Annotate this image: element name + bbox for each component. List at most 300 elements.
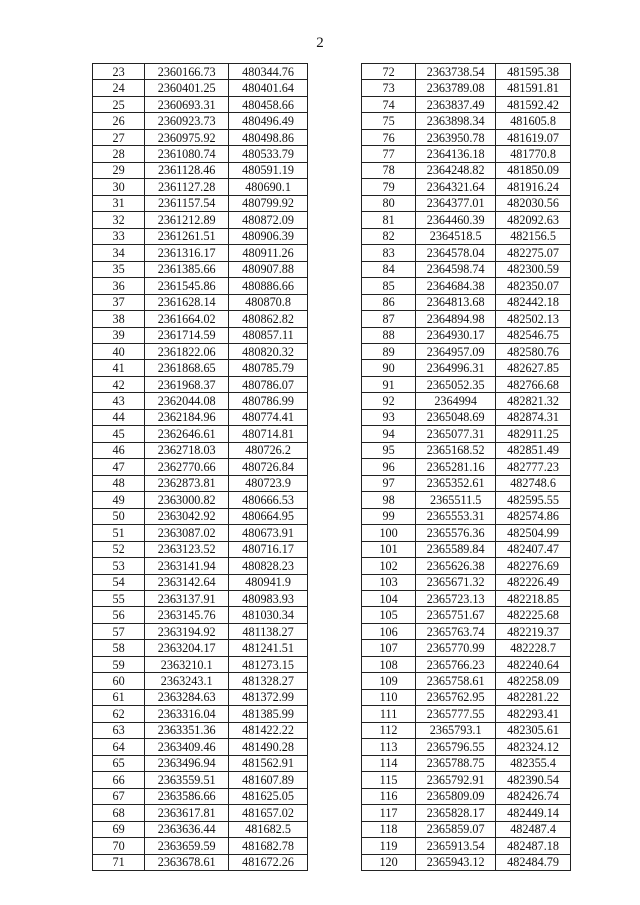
table-row	[362, 673, 571, 689]
point-number-cell: 76	[362, 129, 416, 145]
point-number-cell: 81	[362, 212, 416, 228]
x-coordinate-cell: 2361968.37	[145, 376, 229, 392]
x-coordinate-cell: 2364930.17	[416, 327, 496, 343]
y-coordinate-cell: 482350.07	[496, 278, 571, 294]
point-number-cell: 108	[362, 656, 416, 672]
x-coordinate-cell: 2365796.55	[416, 739, 496, 755]
x-coordinate-cell: 2363194.92	[145, 623, 229, 639]
x-coordinate-cell: 2362184.96	[145, 409, 229, 425]
y-coordinate-cell: 482546.75	[496, 327, 571, 343]
table-row	[362, 426, 571, 442]
x-coordinate-cell: 2365077.31	[416, 426, 496, 442]
x-coordinate-cell: 2363284.63	[145, 689, 229, 705]
table-row	[362, 525, 571, 541]
y-coordinate-cell: 482627.85	[496, 360, 571, 376]
x-coordinate-cell: 2363145.76	[145, 607, 229, 623]
point-number-cell: 116	[362, 788, 416, 804]
table-row	[93, 854, 308, 870]
y-coordinate-cell: 481607.89	[229, 772, 308, 788]
y-coordinate-cell: 482502.13	[496, 311, 571, 327]
x-coordinate-cell: 2363351.36	[145, 722, 229, 738]
table-row	[93, 673, 308, 689]
y-coordinate-cell: 480498.86	[229, 129, 308, 145]
point-number-cell: 29	[93, 162, 145, 178]
y-coordinate-cell: 482449.14	[496, 805, 571, 821]
point-number-cell: 87	[362, 311, 416, 327]
point-number-cell: 42	[93, 376, 145, 392]
y-coordinate-cell: 480716.17	[229, 541, 308, 557]
x-coordinate-cell: 2363789.08	[416, 80, 496, 96]
table-row	[362, 179, 571, 195]
x-coordinate-cell: 2365758.61	[416, 673, 496, 689]
point-number-cell: 52	[93, 541, 145, 557]
point-number-cell: 68	[93, 805, 145, 821]
point-number-cell: 95	[362, 442, 416, 458]
point-number-cell: 51	[93, 525, 145, 541]
y-coordinate-cell: 482580.76	[496, 343, 571, 359]
y-coordinate-cell: 481916.24	[496, 179, 571, 195]
table-row	[362, 607, 571, 623]
x-coordinate-cell: 2361127.28	[145, 179, 229, 195]
x-coordinate-cell: 2365553.31	[416, 508, 496, 524]
y-coordinate-cell: 482821.32	[496, 393, 571, 409]
point-number-cell: 27	[93, 129, 145, 145]
y-coordinate-cell: 482276.69	[496, 558, 571, 574]
y-coordinate-cell: 481422.22	[229, 722, 308, 738]
y-coordinate-cell: 481490.28	[229, 739, 308, 755]
x-coordinate-cell: 2364598.74	[416, 261, 496, 277]
y-coordinate-cell: 482355.4	[496, 755, 571, 771]
point-number-cell: 54	[93, 574, 145, 590]
point-number-cell: 34	[93, 245, 145, 261]
point-number-cell: 99	[362, 508, 416, 524]
y-coordinate-cell: 481657.02	[229, 805, 308, 821]
table-row	[362, 722, 571, 738]
y-coordinate-cell: 481030.34	[229, 607, 308, 623]
table-row	[93, 558, 308, 574]
table-row	[362, 475, 571, 491]
point-number-cell: 102	[362, 558, 416, 574]
y-coordinate-cell: 481372.99	[229, 689, 308, 705]
table-row	[93, 80, 308, 96]
y-coordinate-cell: 480906.39	[229, 228, 308, 244]
x-coordinate-cell: 2363137.91	[145, 591, 229, 607]
table-row	[93, 376, 308, 392]
point-number-cell: 41	[93, 360, 145, 376]
x-coordinate-cell: 2361714.59	[145, 327, 229, 343]
point-number-cell: 107	[362, 640, 416, 656]
table-row	[362, 360, 571, 376]
x-coordinate-cell: 2365762.95	[416, 689, 496, 705]
table-row	[362, 442, 571, 458]
point-number-cell: 78	[362, 162, 416, 178]
x-coordinate-cell: 2360166.73	[145, 64, 229, 80]
point-number-cell: 84	[362, 261, 416, 277]
y-coordinate-cell: 480726.2	[229, 442, 308, 458]
point-number-cell: 64	[93, 739, 145, 755]
y-coordinate-cell: 480820.32	[229, 343, 308, 359]
table-row	[93, 129, 308, 145]
x-coordinate-cell: 2363243.1	[145, 673, 229, 689]
y-coordinate-cell: 480862.82	[229, 311, 308, 327]
point-number-cell: 44	[93, 409, 145, 425]
table-row	[93, 656, 308, 672]
x-coordinate-cell: 2363123.52	[145, 541, 229, 557]
y-coordinate-cell: 480458.66	[229, 96, 308, 112]
x-coordinate-cell: 2363142.64	[145, 574, 229, 590]
table-row	[93, 311, 308, 327]
point-number-cell: 90	[362, 360, 416, 376]
point-number-cell: 77	[362, 146, 416, 162]
point-number-cell: 85	[362, 278, 416, 294]
y-coordinate-cell: 480591.19	[229, 162, 308, 178]
point-number-cell: 101	[362, 541, 416, 557]
table-row	[93, 327, 308, 343]
x-coordinate-cell: 2362873.81	[145, 475, 229, 491]
point-number-cell: 88	[362, 327, 416, 343]
table-row	[362, 261, 571, 277]
y-coordinate-cell: 481682.78	[229, 838, 308, 854]
point-number-cell: 100	[362, 525, 416, 541]
y-coordinate-cell: 480785.79	[229, 360, 308, 376]
y-coordinate-cell: 481672.26	[229, 854, 308, 870]
x-coordinate-cell: 2364957.09	[416, 343, 496, 359]
y-coordinate-cell: 481328.27	[229, 673, 308, 689]
table-row	[93, 228, 308, 244]
x-coordinate-cell: 2365723.13	[416, 591, 496, 607]
x-coordinate-cell: 2365859.07	[416, 821, 496, 837]
table-row	[93, 492, 308, 508]
y-coordinate-cell: 482487.4	[496, 821, 571, 837]
table-row	[362, 854, 571, 870]
y-coordinate-cell: 482574.86	[496, 508, 571, 524]
table-row	[93, 360, 308, 376]
y-coordinate-cell: 480886.66	[229, 278, 308, 294]
table-row	[362, 805, 571, 821]
y-coordinate-cell: 481625.05	[229, 788, 308, 804]
table-row	[93, 96, 308, 112]
table-row	[362, 656, 571, 672]
x-coordinate-cell: 2363316.04	[145, 706, 229, 722]
y-coordinate-cell: 480828.23	[229, 558, 308, 574]
point-number-cell: 33	[93, 228, 145, 244]
y-coordinate-cell: 482426.74	[496, 788, 571, 804]
table-row	[362, 706, 571, 722]
table-row	[93, 278, 308, 294]
table-row	[93, 179, 308, 195]
x-coordinate-cell: 2361385.66	[145, 261, 229, 277]
x-coordinate-cell: 2363141.94	[145, 558, 229, 574]
y-coordinate-cell: 482407.47	[496, 541, 571, 557]
point-number-cell: 48	[93, 475, 145, 491]
point-number-cell: 53	[93, 558, 145, 574]
y-coordinate-cell: 481138.27	[229, 623, 308, 639]
table-row	[93, 525, 308, 541]
y-coordinate-cell: 482300.59	[496, 261, 571, 277]
table-row	[93, 640, 308, 656]
point-number-cell: 28	[93, 146, 145, 162]
point-number-cell: 103	[362, 574, 416, 590]
x-coordinate-cell: 2364996.31	[416, 360, 496, 376]
table-row	[362, 212, 571, 228]
point-number-cell: 105	[362, 607, 416, 623]
y-coordinate-cell: 480401.64	[229, 80, 308, 96]
x-coordinate-cell: 2360401.25	[145, 80, 229, 96]
table-row	[362, 327, 571, 343]
x-coordinate-cell: 2363678.61	[145, 854, 229, 870]
x-coordinate-cell: 2365052.35	[416, 376, 496, 392]
table-row	[362, 788, 571, 804]
point-number-cell: 55	[93, 591, 145, 607]
x-coordinate-cell: 2363210.1	[145, 656, 229, 672]
point-number-cell: 104	[362, 591, 416, 607]
x-coordinate-cell: 2364321.64	[416, 179, 496, 195]
point-number-cell: 82	[362, 228, 416, 244]
table-row	[93, 607, 308, 623]
table-row	[93, 162, 308, 178]
y-coordinate-cell: 482218.85	[496, 591, 571, 607]
x-coordinate-cell: 2365626.38	[416, 558, 496, 574]
x-coordinate-cell: 2363042.92	[145, 508, 229, 524]
x-coordinate-cell: 2365763.74	[416, 623, 496, 639]
table-row	[93, 294, 308, 310]
y-coordinate-cell: 482851.49	[496, 442, 571, 458]
y-coordinate-cell: 480673.91	[229, 525, 308, 541]
table-row	[93, 261, 308, 277]
point-number-cell: 109	[362, 673, 416, 689]
y-coordinate-cell: 481592.42	[496, 96, 571, 112]
y-coordinate-cell: 482484.79	[496, 854, 571, 870]
y-coordinate-cell: 481605.8	[496, 113, 571, 129]
table-row	[93, 212, 308, 228]
y-coordinate-cell: 480857.11	[229, 327, 308, 343]
table-row	[93, 805, 308, 821]
x-coordinate-cell: 2365168.52	[416, 442, 496, 458]
point-number-cell: 75	[362, 113, 416, 129]
table-row	[362, 755, 571, 771]
x-coordinate-cell: 2363000.82	[145, 492, 229, 508]
point-number-cell: 37	[93, 294, 145, 310]
table-row	[362, 64, 571, 80]
point-number-cell: 70	[93, 838, 145, 854]
table-row	[362, 640, 571, 656]
table-row	[93, 591, 308, 607]
table-row	[93, 426, 308, 442]
x-coordinate-cell: 2365913.54	[416, 838, 496, 854]
y-coordinate-cell: 480666.53	[229, 492, 308, 508]
x-coordinate-cell: 2363204.17	[145, 640, 229, 656]
y-coordinate-cell: 482874.31	[496, 409, 571, 425]
point-number-cell: 23	[93, 64, 145, 80]
table-row	[362, 376, 571, 392]
x-coordinate-cell: 2363087.02	[145, 525, 229, 541]
y-coordinate-cell: 482030.56	[496, 195, 571, 211]
y-coordinate-cell: 480786.07	[229, 376, 308, 392]
y-coordinate-cell: 482275.07	[496, 245, 571, 261]
y-coordinate-cell: 480907.88	[229, 261, 308, 277]
y-coordinate-cell: 481770.8	[496, 146, 571, 162]
table-row	[93, 689, 308, 705]
y-coordinate-cell: 482487.18	[496, 838, 571, 854]
point-number-cell: 66	[93, 772, 145, 788]
y-coordinate-cell: 482748.6	[496, 475, 571, 491]
point-number-cell: 110	[362, 689, 416, 705]
point-number-cell: 36	[93, 278, 145, 294]
table-row	[362, 492, 571, 508]
table-row	[362, 311, 571, 327]
point-number-cell: 74	[362, 96, 416, 112]
x-coordinate-cell: 2363636.44	[145, 821, 229, 837]
x-coordinate-cell: 2360975.92	[145, 129, 229, 145]
coordinates-table-left	[92, 63, 308, 871]
table-row	[93, 113, 308, 129]
table-row	[93, 623, 308, 639]
table-row	[362, 574, 571, 590]
table-row	[362, 195, 571, 211]
point-number-cell: 65	[93, 755, 145, 771]
x-coordinate-cell: 2364377.01	[416, 195, 496, 211]
x-coordinate-cell: 2363409.46	[145, 739, 229, 755]
point-number-cell: 114	[362, 755, 416, 771]
x-coordinate-cell: 2364248.82	[416, 162, 496, 178]
x-coordinate-cell: 2362044.08	[145, 393, 229, 409]
x-coordinate-cell: 2363738.54	[416, 64, 496, 80]
y-coordinate-cell: 480496.49	[229, 113, 308, 129]
table-row	[362, 739, 571, 755]
point-number-cell: 61	[93, 689, 145, 705]
x-coordinate-cell: 2361868.65	[145, 360, 229, 376]
y-coordinate-cell: 480774.41	[229, 409, 308, 425]
table-row	[93, 706, 308, 722]
x-coordinate-cell: 2363559.51	[145, 772, 229, 788]
y-coordinate-cell: 480726.84	[229, 459, 308, 475]
table-row	[93, 475, 308, 491]
y-coordinate-cell: 482092.63	[496, 212, 571, 228]
point-number-cell: 57	[93, 623, 145, 639]
y-coordinate-cell: 482219.37	[496, 623, 571, 639]
x-coordinate-cell: 2361822.06	[145, 343, 229, 359]
y-coordinate-cell: 482504.99	[496, 525, 571, 541]
table-row	[93, 146, 308, 162]
table-row	[93, 442, 308, 458]
y-coordinate-cell: 482281.22	[496, 689, 571, 705]
table-row	[362, 508, 571, 524]
x-coordinate-cell: 2365766.23	[416, 656, 496, 672]
x-coordinate-cell: 2361628.14	[145, 294, 229, 310]
point-number-cell: 112	[362, 722, 416, 738]
y-coordinate-cell: 482240.64	[496, 656, 571, 672]
y-coordinate-cell: 481273.15	[229, 656, 308, 672]
table-row	[93, 739, 308, 755]
table-row	[93, 755, 308, 771]
y-coordinate-cell: 482225.68	[496, 607, 571, 623]
x-coordinate-cell: 2364518.5	[416, 228, 496, 244]
table-row	[362, 245, 571, 261]
y-coordinate-cell: 481385.99	[229, 706, 308, 722]
y-coordinate-cell: 482390.54	[496, 772, 571, 788]
x-coordinate-cell: 2361316.17	[145, 245, 229, 261]
y-coordinate-cell: 480870.8	[229, 294, 308, 310]
y-coordinate-cell: 480786.99	[229, 393, 308, 409]
point-number-cell: 71	[93, 854, 145, 870]
point-number-cell: 73	[362, 80, 416, 96]
point-number-cell: 59	[93, 656, 145, 672]
table-row	[362, 591, 571, 607]
point-number-cell: 86	[362, 294, 416, 310]
x-coordinate-cell: 2363950.78	[416, 129, 496, 145]
y-coordinate-cell: 482766.68	[496, 376, 571, 392]
y-coordinate-cell: 482156.5	[496, 228, 571, 244]
point-number-cell: 98	[362, 492, 416, 508]
y-coordinate-cell: 482258.09	[496, 673, 571, 689]
table-row	[362, 162, 571, 178]
point-number-cell: 97	[362, 475, 416, 491]
table-row	[93, 409, 308, 425]
point-number-cell: 89	[362, 343, 416, 359]
table-row	[362, 278, 571, 294]
x-coordinate-cell: 2360693.31	[145, 96, 229, 112]
table-row	[93, 64, 308, 80]
point-number-cell: 79	[362, 179, 416, 195]
x-coordinate-cell: 2365576.36	[416, 525, 496, 541]
point-number-cell: 40	[93, 343, 145, 359]
table-row	[93, 574, 308, 590]
y-coordinate-cell: 480799.92	[229, 195, 308, 211]
point-number-cell: 58	[93, 640, 145, 656]
point-number-cell: 69	[93, 821, 145, 837]
point-number-cell: 50	[93, 508, 145, 524]
table-row	[362, 228, 571, 244]
table-row	[362, 393, 571, 409]
x-coordinate-cell: 2361157.54	[145, 195, 229, 211]
y-coordinate-cell: 480983.93	[229, 591, 308, 607]
y-coordinate-cell: 480714.81	[229, 426, 308, 442]
x-coordinate-cell: 2365352.61	[416, 475, 496, 491]
x-coordinate-cell: 2364894.98	[416, 311, 496, 327]
y-coordinate-cell: 480690.1	[229, 179, 308, 195]
x-coordinate-cell: 2363659.59	[145, 838, 229, 854]
point-number-cell: 119	[362, 838, 416, 854]
y-coordinate-cell: 481591.81	[496, 80, 571, 96]
point-number-cell: 26	[93, 113, 145, 129]
table-row	[362, 772, 571, 788]
x-coordinate-cell: 2360923.73	[145, 113, 229, 129]
x-coordinate-cell: 2362718.03	[145, 442, 229, 458]
table-row	[362, 294, 571, 310]
point-number-cell: 30	[93, 179, 145, 195]
x-coordinate-cell: 2365281.16	[416, 459, 496, 475]
y-coordinate-cell: 482595.55	[496, 492, 571, 508]
y-coordinate-cell: 481595.38	[496, 64, 571, 80]
point-number-cell: 38	[93, 311, 145, 327]
point-number-cell: 118	[362, 821, 416, 837]
table-row	[362, 838, 571, 854]
point-number-cell: 25	[93, 96, 145, 112]
point-number-cell: 83	[362, 245, 416, 261]
page-number: 2	[316, 35, 324, 51]
point-number-cell: 35	[93, 261, 145, 277]
x-coordinate-cell: 2363898.34	[416, 113, 496, 129]
table-row	[93, 459, 308, 475]
y-coordinate-cell: 480911.26	[229, 245, 308, 261]
table-row	[362, 821, 571, 837]
y-coordinate-cell: 482442.18	[496, 294, 571, 310]
point-number-cell: 63	[93, 722, 145, 738]
y-coordinate-cell: 480723.9	[229, 475, 308, 491]
x-coordinate-cell: 2365671.32	[416, 574, 496, 590]
x-coordinate-cell: 2363617.81	[145, 805, 229, 821]
table-row	[93, 722, 308, 738]
